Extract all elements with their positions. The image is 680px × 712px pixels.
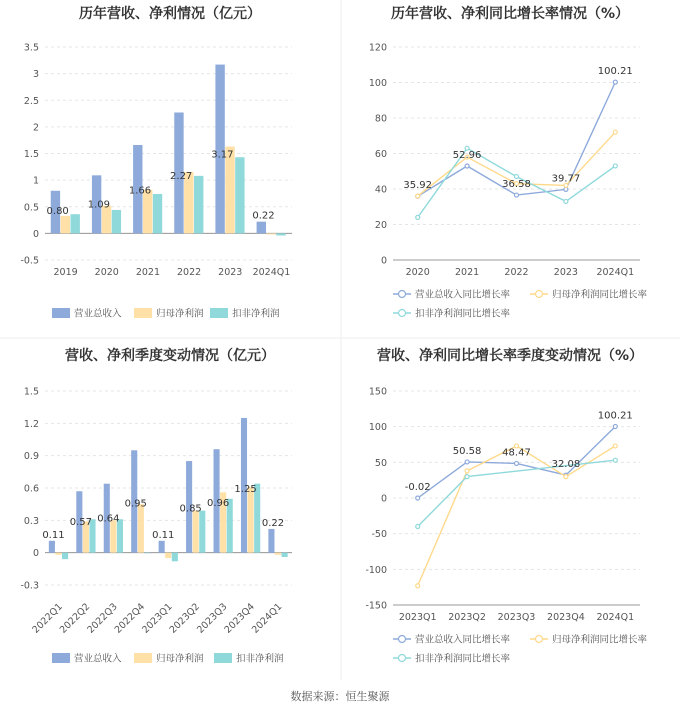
legend-label: 营业总收入同比增长率 (415, 289, 511, 301)
series-point (416, 496, 420, 500)
chart-title: 营收、净利季度变动情况（亿元） (65, 348, 275, 364)
bar-deducted-profit (276, 233, 285, 235)
bar-parent-profit (55, 553, 61, 555)
series-point (613, 80, 617, 84)
data-label: 35.92 (403, 180, 433, 192)
legend-swatch (134, 308, 152, 318)
x-tick-label: 2023Q3 (497, 612, 536, 623)
y-tick-label: -50 (371, 529, 387, 541)
x-tick-label: 2022 (176, 267, 202, 278)
chart-quarterly-revenue-profit (20, 347, 292, 665)
bar-deducted-profit (71, 214, 80, 233)
y-tick-label: 3.5 (23, 42, 39, 54)
y-tick-label: 100 (368, 78, 387, 89)
data-label: 50.58 (452, 445, 482, 457)
y-tick-label: 0 (380, 493, 387, 505)
bar-parent-profit (266, 233, 275, 234)
x-tick-label: 2024Q1 (596, 267, 635, 278)
x-tick-label: 2023Q2 (448, 612, 486, 623)
data-label: 1.09 (87, 199, 110, 211)
x-tick-label: 2019 (53, 267, 78, 278)
bar-deducted-profit (172, 553, 178, 562)
x-tick-label: 2022Q4 (112, 601, 148, 636)
series-point (465, 475, 469, 479)
chart-annual-revenue-profit (20, 5, 292, 320)
y-tick-label: -100 (365, 564, 387, 576)
legend-label: 归母净利润 (156, 653, 204, 665)
chart-annual-growth (369, 5, 648, 320)
y-tick-label: 0 (32, 548, 39, 560)
y-tick-label: 0.3 (23, 515, 39, 527)
y-tick-label: 1.5 (23, 149, 39, 160)
x-tick-label: 2023 (218, 267, 243, 278)
x-tick-label: 2022Q3 (85, 601, 120, 636)
series-point (515, 193, 519, 197)
y-tick-label: 0 (32, 228, 39, 240)
series-point (564, 475, 568, 479)
legend-label: 扣非净利润同比增长率 (415, 308, 511, 320)
bar-parent-profit (193, 511, 199, 553)
y-tick-label: -0.3 (20, 580, 39, 592)
bar-revenue (49, 541, 55, 553)
data-label: 0.95 (124, 498, 147, 510)
y-tick-label: 0.6 (23, 483, 39, 495)
data-label: 2.27 (170, 170, 193, 182)
y-tick-label: 1 (32, 175, 39, 187)
x-tick-label: 2020 (405, 267, 430, 278)
bar-parent-profit (275, 553, 281, 555)
x-tick-label: 2023Q3 (195, 601, 230, 636)
series-point (465, 164, 469, 168)
x-tick-label: 2020 (94, 267, 119, 278)
bar-deducted-profit (194, 176, 203, 234)
x-tick-label: 2022 (504, 267, 529, 278)
data-label: 0.11 (152, 529, 175, 541)
data-label: 3.17 (211, 149, 234, 161)
series-point (613, 458, 617, 462)
legend-label: 营业总收入同比增长率 (415, 634, 511, 646)
chart-quarterly-growth (365, 347, 647, 665)
bar-parent-profit (110, 520, 116, 552)
series-point (613, 130, 617, 134)
bar-deducted-profit (282, 553, 288, 557)
y-tick-label: 0.9 (23, 451, 39, 463)
y-tick-label: 20 (374, 220, 387, 231)
data-label: -0.02 (404, 482, 431, 494)
bar-deducted-profit (144, 553, 150, 554)
legend-swatch-marker (536, 291, 543, 298)
y-tick-label: 50 (374, 457, 387, 469)
bar-revenue (268, 529, 274, 553)
data-label: 39.77 (551, 173, 581, 185)
data-label: 36.58 (502, 179, 531, 191)
data-label: 0.22 (252, 210, 275, 222)
data-label: 0.96 (206, 498, 230, 510)
data-label: 1.66 (128, 185, 152, 197)
series-point (564, 199, 568, 203)
y-tick-label: 0.5 (23, 202, 39, 214)
data-label: 0.57 (69, 517, 93, 529)
x-tick-label: 2022Q1 (30, 601, 65, 636)
bar-parent-profit (248, 487, 254, 553)
series-point (515, 461, 519, 465)
bar-revenue (257, 222, 266, 234)
series-point (613, 444, 617, 448)
series-point (416, 525, 420, 529)
x-tick-label: 2021 (455, 267, 480, 278)
legend-label: 扣非净利润 (232, 308, 280, 320)
legend-swatch-marker (399, 655, 406, 662)
y-tick-label: 1.5 (23, 386, 39, 398)
data-source-note: 数据来源：恒生聚源 (290, 690, 390, 703)
data-label: 0.11 (42, 529, 65, 541)
bar-deducted-profit (62, 553, 68, 559)
bar-parent-profit (165, 553, 171, 558)
bar-deducted-profit (112, 210, 121, 233)
bar-deducted-profit (199, 511, 205, 553)
y-tick-label: 40 (374, 184, 387, 196)
legend-label: 营业总收入 (74, 653, 122, 665)
x-tick-label: 2023Q1 (398, 612, 437, 623)
series-point (416, 584, 420, 588)
chart-title: 历年营收、净利情况（亿元） (79, 6, 261, 22)
y-tick-label: 100 (368, 422, 387, 434)
series-point (465, 460, 469, 464)
y-tick-label: 2.5 (23, 95, 39, 107)
series-line (418, 446, 616, 586)
legend-swatch-marker (399, 636, 406, 643)
bar-parent-profit (61, 216, 70, 234)
y-tick-label: 2 (32, 122, 39, 134)
y-tick-label: 120 (368, 42, 387, 54)
x-tick-label: 2023Q2 (167, 601, 203, 636)
legend-label: 营业总收入 (74, 308, 122, 320)
series-point (613, 425, 617, 429)
x-tick-label: 2021 (135, 267, 161, 278)
x-tick-label: 2024Q1 (252, 267, 291, 278)
data-label: 100.21 (597, 410, 633, 422)
legend-swatch (214, 653, 232, 663)
y-tick-label: 1.2 (23, 418, 39, 430)
bar-revenue (159, 541, 165, 553)
y-tick-label: 80 (374, 113, 387, 125)
bar-parent-profit (138, 504, 144, 552)
legend-label: 归母净利润同比增长率 (552, 289, 648, 301)
x-tick-label: 2023 (553, 267, 578, 278)
data-label: 32.08 (551, 459, 581, 471)
data-label: 0.64 (97, 513, 120, 525)
data-label: 0.80 (46, 206, 69, 218)
legend-swatch (52, 653, 70, 663)
y-tick-label: -0.5 (20, 255, 39, 267)
legend-swatch (52, 308, 70, 318)
data-label: 1.25 (234, 484, 257, 496)
x-tick-label: 2023Q1 (140, 601, 175, 636)
y-tick-label: 0 (380, 255, 387, 267)
series-point (465, 469, 469, 473)
legend-label: 归母净利润同比增长率 (552, 634, 648, 646)
series-point (416, 194, 420, 198)
legend-swatch-marker (536, 636, 543, 643)
legend-swatch (134, 653, 152, 663)
x-tick-label: 2022Q2 (57, 601, 93, 636)
legend-label: 归母净利润 (156, 308, 204, 320)
y-tick-label: 60 (374, 149, 387, 160)
data-label: 0.85 (179, 503, 202, 515)
x-tick-label: 2023Q4 (222, 601, 257, 636)
legend-label: 扣非净利润同比增长率 (415, 653, 511, 665)
series-point (416, 215, 420, 219)
y-tick-label: 150 (368, 386, 387, 398)
series-point (515, 175, 519, 179)
legend-label: 扣非净利润 (236, 653, 284, 665)
x-tick-label: 2023Q4 (547, 612, 585, 623)
data-label: 48.47 (502, 447, 531, 459)
x-tick-label: 2024Q1 (596, 612, 635, 623)
data-label: 100.21 (597, 66, 633, 78)
y-tick-label: -150 (365, 600, 387, 612)
series-point (613, 164, 617, 168)
legend-swatch-marker (399, 291, 406, 298)
y-tick-label: 3 (32, 69, 39, 81)
data-label: 52.96 (452, 149, 482, 161)
legend-swatch-marker (399, 310, 406, 317)
chart-title: 历年营收、净利同比增长率情况（%） (390, 6, 630, 22)
bar-deducted-profit (235, 157, 244, 233)
x-tick-label: 2024Q1 (249, 601, 285, 636)
legend-swatch (210, 308, 228, 318)
chart-title: 营收、净利同比增长率季度变动情况（%） (376, 348, 644, 364)
data-label: 0.22 (261, 517, 285, 529)
bar-deducted-profit (153, 194, 162, 233)
